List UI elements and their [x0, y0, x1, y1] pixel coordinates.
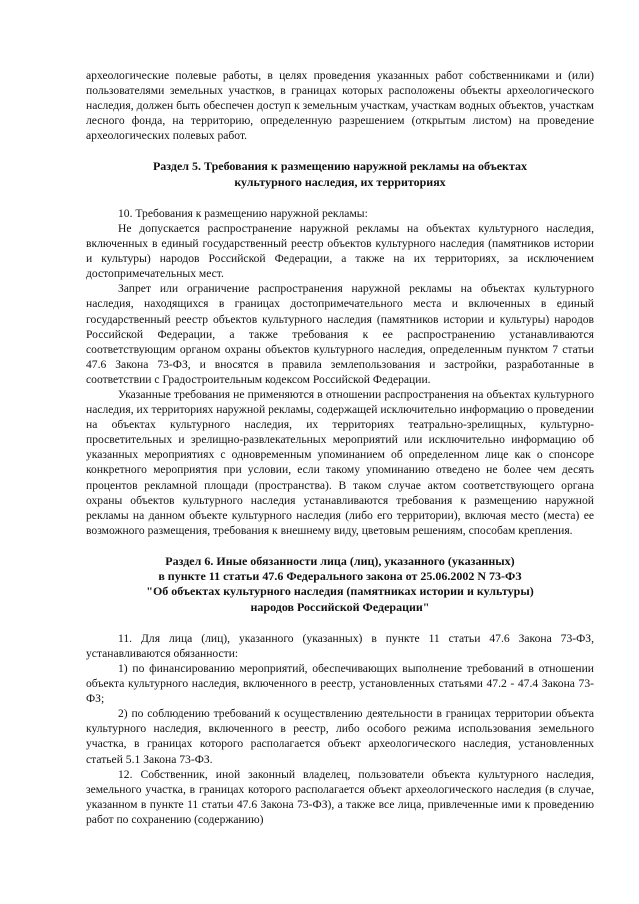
section-6-heading-line: в пункте 11 статьи 47.6 Федерального закона от 25.06.2002 N 73-ФЗ: [158, 569, 522, 584]
section-6-heading-line: народов Российской Федерации": [250, 599, 430, 614]
section-6-heading: [86, 554, 594, 615]
spacer: [86, 143, 594, 159]
section-5-heading-line: Раздел 5. Требования к размещению наружной рекламы на объектах: [152, 159, 528, 174]
paragraph-12: 12. Собственник, иной законный владелец, пользователи объекта культурного наследия, земельного участка, в границах которого располагается объект археологического наследия (в случае, указанном в пункте 11 статьи 47.6 Закона 73-ФЗ), а также все лица, привлеченные ими к проведению работ по сохранению (содержанию): [86, 767, 594, 826]
paragraph-11-intro: 11. Для лица (лиц), указанного (указанных) в пункте 11 статьи 47.6 Закона 73-ФЗ, устанавливаются обязанности:: [86, 631, 594, 660]
section-6-heading-line: Раздел 6. Иные обязанности лица (лиц), указанного (указанных): [165, 553, 515, 568]
spacer: [86, 538, 594, 554]
paragraph-10-intro: 10. Требования к размещению наружной рекламы:: [118, 206, 368, 220]
paragraph: Не допускается распространение наружной рекламы на объектах культурного наследия, включенных в единый государственный реестр объектов культурного наследия (памятников истории и культуры) народов Российской Федерации, а также на их территориях, за исключением достопримечательных мест.: [86, 221, 594, 281]
spacer: [86, 190, 594, 206]
spacer: [86, 615, 594, 631]
list-item: 1) по финансированию мероприятий, обеспечивающих выполнение требований в отношении объекта культурного наследия, включенного в реестр, установленных статьями 47.2 - 47.4 Закона 73-ФЗ;: [86, 661, 594, 706]
intro-paragraph: археологические полевые работы, в целях проведения указанных работ собственниками и (или) пользователями земельных участков, в границах которых расположены объекты археологического наследия, должен быть обеспечен доступ к земельным участкам, участкам водных объектов, участкам лесного фонда, на территорию, определенную разрешением (открытым листом) на проведение археологических полевых работ.: [86, 69, 594, 143]
section-6-heading-line: "Об объектах культурного наследия (памятниках истории и культуры): [146, 584, 534, 599]
document-page: [86, 68, 594, 827]
section-5-heading: [86, 159, 594, 189]
paragraph: Указанные требования не применяются в отношении распространения на объектах культурного наследия, их территориях наружной рекламы, содержащей исключительно информацию о проведении на объектах культурного наследия, их территориях театрально-зрелищных, культурно-просветительных и зрелищно-развлекательных мероприятий или исключительно информацию об указанных мероприятиях с одновременным упоминанием об определенном лице как о спонсоре конкретного мероприятия при условии, если такому упоминанию отведено не более чем десять процентов рекламной площади (пространства). В таком случае актом соответствующего органа охраны объектов культурного наследия устанавливаются требования к размещению наружной рекламы на данном объекте культурного наследия (либо его территории), включая место (места) ее возможного размещения, требования к внешнему виду, цветовым решениям, способам крепления.: [86, 388, 594, 537]
section-5-heading-line: культурного наследия, их территориях: [234, 174, 446, 189]
paragraph: Запрет или ограничение распространения наружной рекламы на объектах культурного наследия, находящихся в границах достопримечательного места и включенных в единый государственный реестр объектов культурного наследия (памятников истории и культуры) народов Российской Федерации, а также требования к ее распространению устанавливаются соответствующим органом охраны объектов культурного наследия, определенным пунктом 7 статьи 47.6 Закона 73-ФЗ, и вносятся в правила землепользования и застройки, разработанные в соответствии с Градостроительным кодексом Российской Федерации.: [86, 282, 594, 386]
list-item: 2) по соблюдению требований к осуществлению деятельности в границах территории объекта культурного наследия, включенного в реестр, либо особого режима использования земельного участка, в границах которого располагается объект археологического наследия, установленных статьей 5.1 Закона 73-ФЗ.: [86, 707, 594, 766]
